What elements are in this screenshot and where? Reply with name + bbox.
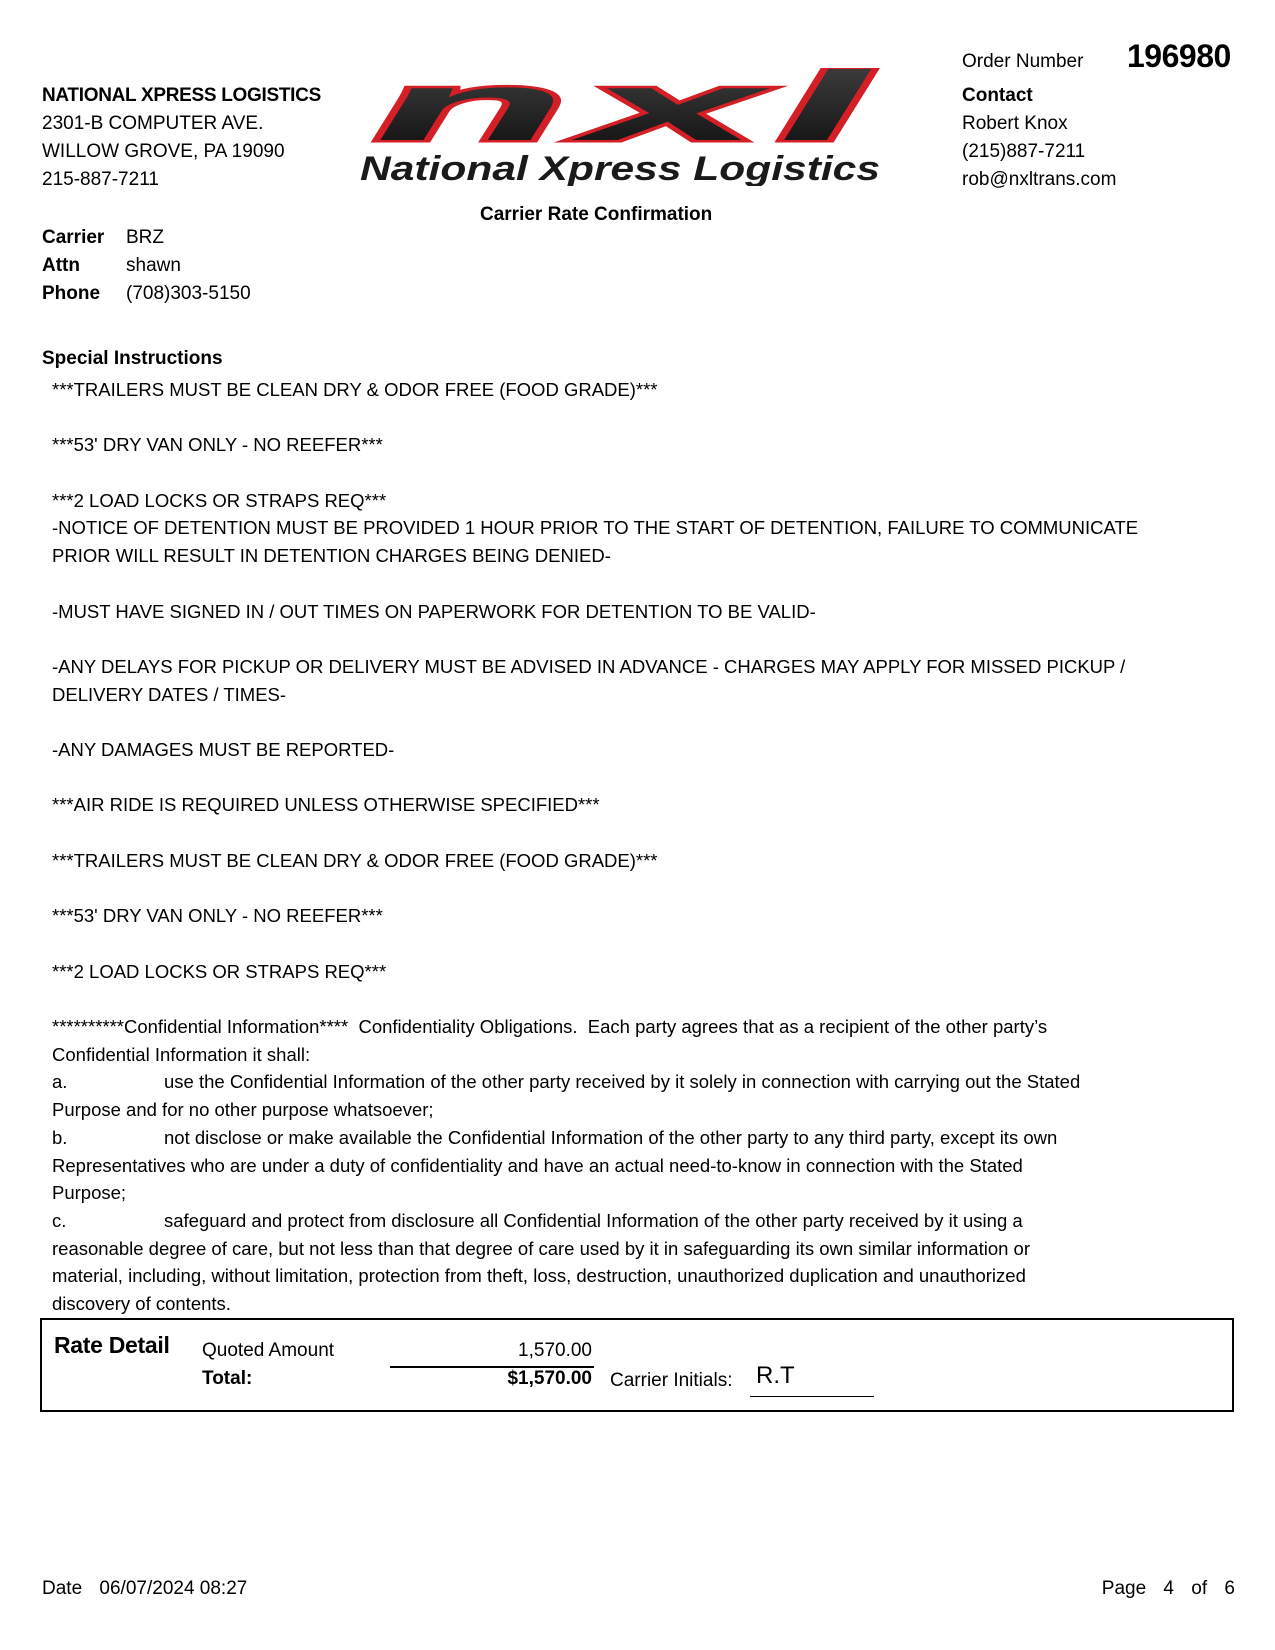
clause-text: safeguard and protect from disclosure all Confidential Information of the other party received by it using a	[164, 1209, 1023, 1231]
clause-letter: c.	[52, 1209, 67, 1231]
attn-row	[42, 252, 251, 280]
page-label: Page	[1101, 1578, 1147, 1599]
clause-a	[52, 1068, 1212, 1096]
logo-mark: nxl	[375, 68, 885, 161]
clause-letter: a.	[52, 1071, 68, 1093]
order-number-row	[962, 38, 1231, 82]
page-current: 4	[1163, 1578, 1174, 1599]
clause-text: not disclose or make available the Confidential Information of the other party to any third party, except its own	[164, 1126, 1058, 1148]
attn-label: Attn	[42, 255, 80, 276]
instruction-line: material, including, without limitation, protection from theft, loss, destruction, unauthorized duplication and unauthorized	[52, 1265, 1026, 1287]
carrier-label: Carrier	[42, 227, 105, 248]
instruction-line: ***TRAILERS MUST BE CLEAN DRY & ODOR FREE (FOOD GRADE)***	[52, 849, 658, 871]
instruction-line: ***TRAILERS MUST BE CLEAN DRY & ODOR FREE (FOOD GRADE)***	[52, 379, 658, 400]
order-number-label: Order Number	[962, 51, 1084, 72]
attn-value: shawn	[126, 255, 181, 276]
clause-letter: b.	[52, 1126, 68, 1148]
quoted-amount-label: Quoted Amount	[202, 1340, 335, 1361]
phone-label: Phone	[42, 283, 101, 304]
rate-detail-title: Rate Detail	[54, 1332, 170, 1358]
page-total: 6	[1224, 1578, 1235, 1599]
company-address-line1: 2301-B COMPUTER AVE.	[42, 113, 264, 134]
instruction-line: ***AIR RIDE IS REQUIRED UNLESS OTHERWISE SPECIFIED***	[52, 794, 600, 816]
instruction-line: ***2 LOAD LOCKS OR STRAPS REQ***	[52, 960, 387, 982]
logo-tagline: National Xpress Logistics	[360, 150, 880, 186]
date-value: 06/07/2024 08:27	[99, 1578, 248, 1599]
special-instructions-title: Special Instructions	[42, 348, 223, 369]
instruction-line: DELIVERY DATES / TIMES-	[52, 683, 287, 705]
clause-c	[52, 1207, 1212, 1235]
instruction-line: -ANY DELAYS FOR PICKUP OR DELIVERY MUST BE ADVISED IN ADVANCE - CHARGES MAY APPLY FOR MISSED PICKUP /	[52, 655, 1126, 677]
carrier-initials-underline	[750, 1396, 874, 1397]
company-address-line2: WILLOW GROVE, PA 19090	[42, 141, 285, 162]
carrier-row	[42, 224, 251, 252]
quoted-amount-value: 1,570.00	[518, 1340, 592, 1361]
instruction-line: **********Confidential Information**** Confidentiality Obligations. Each party agrees that as a recipient of the other party’s	[52, 1016, 1048, 1038]
company-phone: 215-887-7211	[42, 169, 159, 190]
page-indicator	[1102, 1578, 1235, 1600]
contact-phone: (215)887-7211	[962, 141, 1086, 162]
phone-value: (708)303-5150	[126, 283, 251, 304]
company-block	[42, 82, 321, 194]
instruction-line: Purpose and for no other purpose whatsoever;	[52, 1099, 434, 1121]
instruction-line: PRIOR WILL RESULT IN DETENTION CHARGES BEING DENIED-	[52, 545, 611, 567]
carrier-initials-field[interactable]: R.T	[756, 1362, 795, 1389]
instruction-line: -NOTICE OF DETENTION MUST BE PROVIDED 1 HOUR PRIOR TO THE START OF DETENTION, FAILURE TO COMMUNICATE	[52, 517, 1139, 539]
instruction-line: discovery of contents.	[52, 1293, 231, 1315]
document-title: Carrier Rate Confirmation	[480, 204, 713, 225]
carrier-value: BRZ	[126, 227, 164, 248]
footer-date	[42, 1578, 259, 1600]
instruction-line: ***53' DRY VAN ONLY - NO REEFER***	[52, 905, 383, 927]
contact-label: Contact	[962, 85, 1033, 106]
instruction-line: Purpose;	[52, 1182, 127, 1204]
instruction-line: reasonable degree of care, but not less than that degree of care used by it in safeguarding its own similar information or	[52, 1237, 1030, 1259]
total-value: $1,570.00	[507, 1368, 592, 1389]
carrier-block	[42, 224, 251, 308]
date-label: Date	[42, 1578, 83, 1599]
order-number: 196980	[1127, 38, 1231, 74]
contact-block	[962, 38, 1231, 194]
contact-name: Robert Knox	[962, 113, 1068, 134]
page-of: of	[1191, 1578, 1208, 1599]
carrier-initials-label: Carrier Initials:	[610, 1370, 733, 1391]
instruction-line: -ANY DAMAGES MUST BE REPORTED-	[52, 739, 395, 761]
total-label: Total:	[202, 1368, 253, 1389]
phone-row	[42, 280, 251, 308]
special-instructions-body	[52, 376, 1212, 1318]
rate-detail-box	[40, 1318, 1234, 1412]
company-name: NATIONAL XPRESS LOGISTICS	[42, 85, 321, 106]
instruction-line: ***2 LOAD LOCKS OR STRAPS REQ***	[52, 489, 387, 511]
nxl-logo	[345, 68, 905, 186]
instruction-line: Representatives who are under a duty of confidentiality and have an actual need-to-know in connection with the Stated	[52, 1154, 1023, 1176]
instruction-line: -MUST HAVE SIGNED IN / OUT TIMES ON PAPERWORK FOR DETENTION TO BE VALID-	[52, 600, 816, 622]
clause-text: use the Confidential Information of the other party received by it solely in connection with carrying out the Stated	[164, 1071, 1081, 1093]
instruction-line: Confidential Information it shall:	[52, 1043, 311, 1065]
instruction-line: ***53' DRY VAN ONLY - NO REEFER***	[52, 434, 383, 456]
contact-email: rob@nxltrans.com	[962, 169, 1117, 190]
clause-b	[52, 1124, 1212, 1152]
